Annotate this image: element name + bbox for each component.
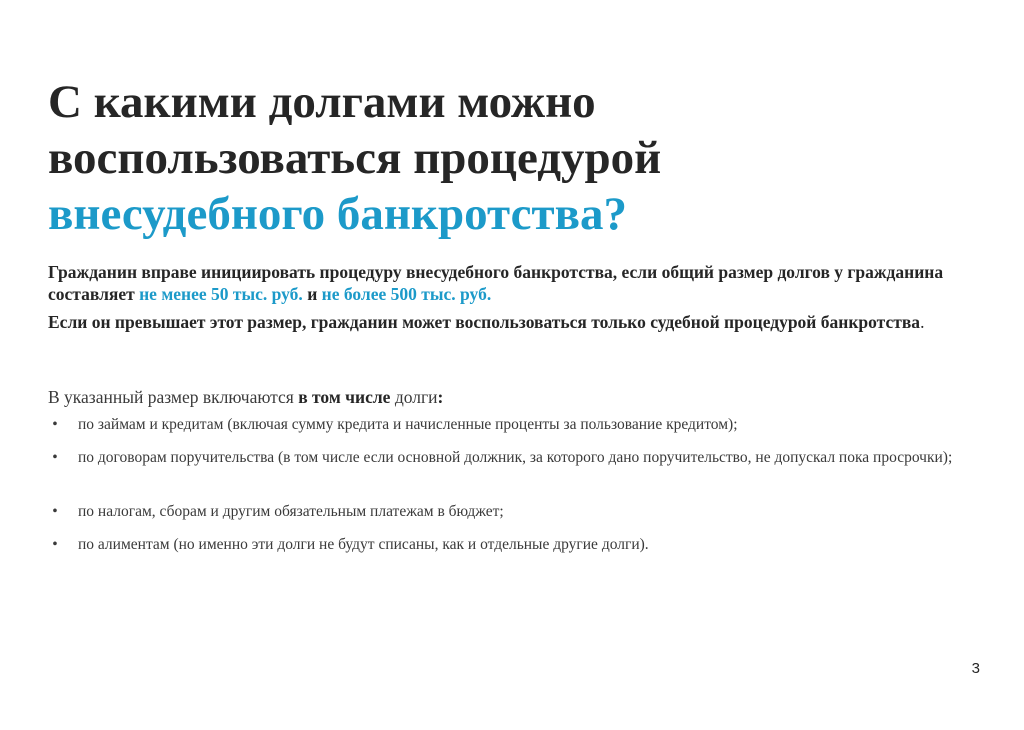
- page-title: [48, 74, 968, 242]
- intro-conjunction: и: [307, 284, 318, 304]
- list-item-text: по налогам, сборам и другим обязательным платежам в бюджет;: [78, 503, 504, 520]
- list-item: [48, 414, 978, 447]
- list-item: [48, 501, 978, 534]
- bullet-icon: •: [52, 536, 58, 553]
- list-item-text: по алиментам (но именно эти долги не будут списаны, как и отдельные другие долги).: [78, 536, 649, 553]
- lead-colon: :: [437, 387, 444, 407]
- list-item: [48, 534, 978, 555]
- bullet-icon: •: [52, 449, 58, 466]
- intro-block: [48, 261, 978, 339]
- bullet-icon: •: [52, 416, 58, 433]
- max-debt-amount: не более 500 тыс. руб.: [321, 284, 492, 304]
- bullet-icon: •: [52, 503, 58, 520]
- lead-text-end: долги: [394, 387, 438, 407]
- court-procedure-text: Если он превышает этот размер, гражданин может воспользоваться только судебной процедурой банкротства: [48, 312, 921, 332]
- intro-paragraph-2: [48, 311, 978, 333]
- page-number: 3: [971, 660, 980, 677]
- list-item: [48, 447, 978, 501]
- title-line-3-accent: внесудебного банкротства?: [48, 188, 627, 240]
- list-lead: [48, 386, 978, 408]
- intro-text: Гражданин вправе инициировать процедуру внесудебного банкротства, если общий размер долгов у гражданина составляет: [48, 262, 944, 304]
- title-line-2: воспользоваться процедурой: [48, 132, 662, 184]
- lead-bold-text: в том числе: [298, 387, 391, 407]
- min-debt-amount: не менее 50 тыс. руб.: [139, 284, 303, 304]
- lead-text: В указанный размер включаются: [48, 387, 294, 407]
- list-item-text: по договорам поручительства (в том числе если основной должник, за которого дано поручительство, не допускал пока просрочки);: [78, 449, 953, 466]
- title-line-1: С какими долгами можно: [48, 76, 596, 128]
- list-item-text: по займам и кредитам (включая сумму кредита и начисленные проценты за пользование кредитом);: [78, 416, 738, 433]
- period: .: [920, 312, 925, 332]
- intro-paragraph-1: [48, 261, 978, 305]
- debt-types-list: [48, 414, 978, 555]
